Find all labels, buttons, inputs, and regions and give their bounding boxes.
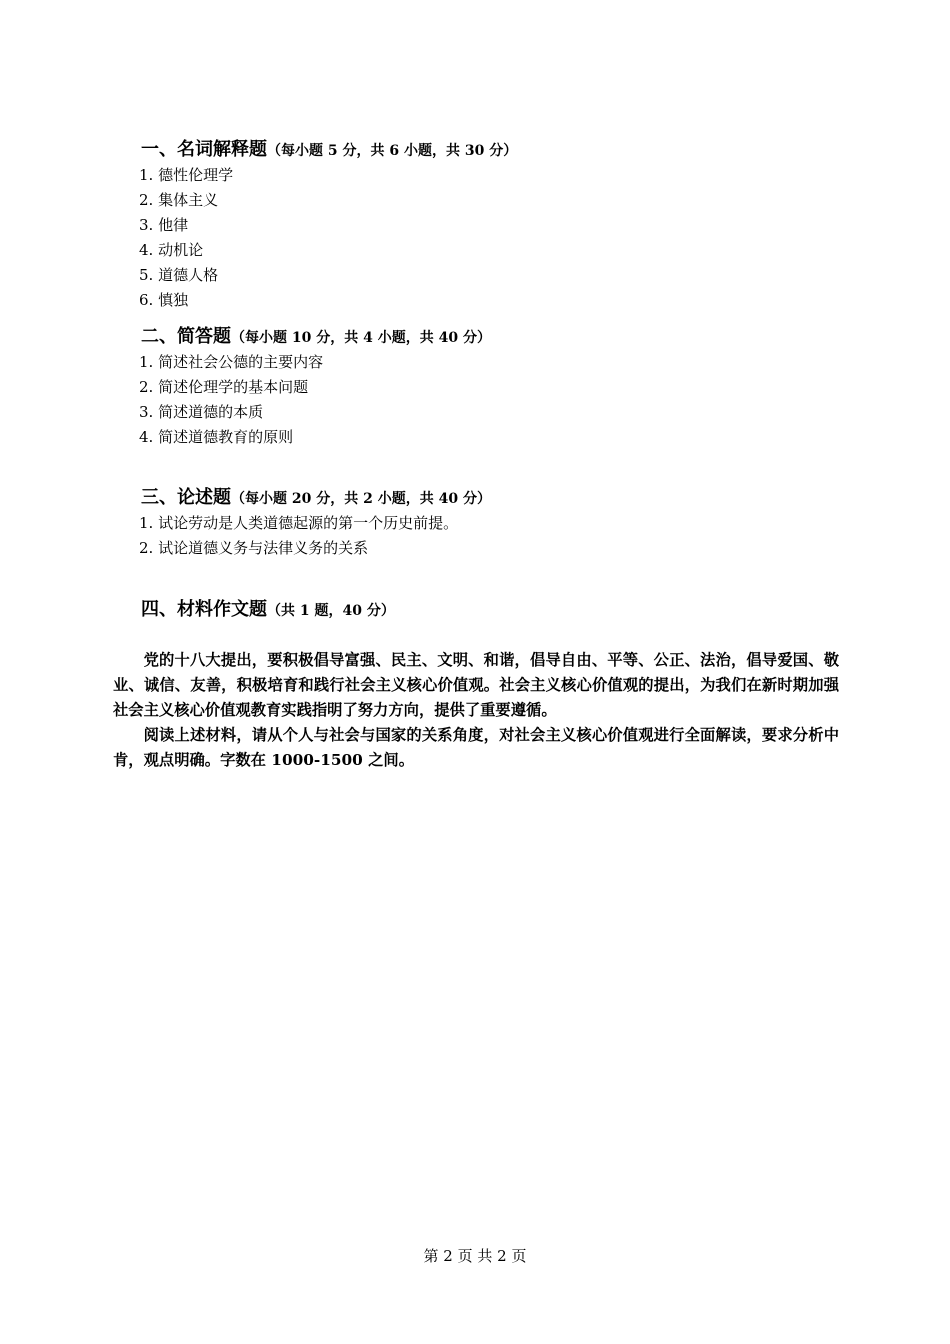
section-title xyxy=(141,598,861,623)
material-paragraph: 党的十八大提出，要积极倡导富强、民主、文明、和谐，倡导自由、平等、公正、法治，倡导爱国、敬业、诚信、友善，积极培育和践行社会主义核心价值观。社会主义核心价值观的提出，为我们在新时期加强社会主义核心价值观教育实践指明了努力方向，提供了重要遵循。 xyxy=(113,651,839,719)
section-material-composition xyxy=(141,598,861,623)
question-item: 4. 简述道德教育的原则 xyxy=(139,428,294,446)
question-item: 4. 动机论 xyxy=(139,241,204,259)
section-essay xyxy=(141,486,861,561)
question-item: 6. 慎独 xyxy=(139,291,189,309)
question-item: 3. 简述道德的本质 xyxy=(139,403,264,421)
section-score-note: （每小题 5 分，共 6 小题，共 30 分） xyxy=(267,143,518,159)
section-heading: 三、论述题 xyxy=(141,487,231,508)
question-item: 5. 道德人格 xyxy=(139,266,219,284)
question-list xyxy=(141,163,861,313)
section-score-note: （每小题 20 分，共 2 小题，共 40 分） xyxy=(231,491,491,507)
question-item: 1. 德性伦理学 xyxy=(139,166,234,184)
section-heading: 四、材料作文题 xyxy=(141,599,267,620)
section-heading: 二、简答题 xyxy=(141,326,231,347)
section-heading: 一、名词解释题 xyxy=(141,139,267,160)
question-list xyxy=(141,511,861,561)
question-list xyxy=(141,350,861,450)
section-title xyxy=(141,325,861,350)
question-item: 2. 集体主义 xyxy=(139,191,219,209)
material-instruction: 阅读上述材料，请从个人与社会与国家的关系角度，对社会主义核心价值观进行全面解读，要求分析中肯，观点明确。字数在 1000-1500 之间。 xyxy=(113,726,839,769)
material-text xyxy=(113,648,839,773)
section-title xyxy=(141,486,861,511)
question-item: 3. 他律 xyxy=(139,216,189,234)
section-score-note: （每小题 10 分，共 4 小题，共 40 分） xyxy=(231,330,491,346)
page-footer: 第 2 页 共 2 页 xyxy=(423,1247,527,1265)
section-short-answer xyxy=(141,325,861,450)
question-item: 1. 试论劳动是人类道德起源的第一个历史前提。 xyxy=(139,514,459,532)
question-item: 2. 试论道德义务与法律义务的关系 xyxy=(139,539,369,557)
question-item: 1. 简述社会公德的主要内容 xyxy=(139,353,324,371)
section-score-note: （共 1 题，40 分） xyxy=(267,603,395,619)
question-item: 2. 简述伦理学的基本问题 xyxy=(139,378,309,396)
section-definitions xyxy=(141,138,861,313)
section-title xyxy=(141,138,861,163)
